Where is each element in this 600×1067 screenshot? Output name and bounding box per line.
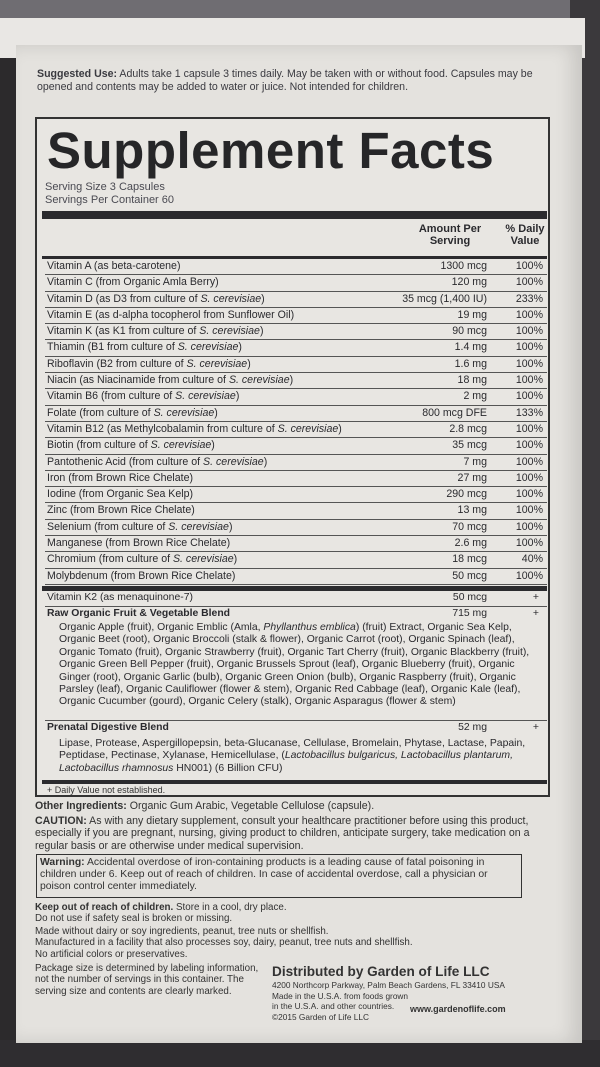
nutrient-dv: 100%: [515, 422, 543, 435]
header-daily-value: % Daily Value: [505, 223, 545, 247]
nutrient-dv: 100%: [515, 471, 543, 484]
nutrient-name: Thiamin (B1 from culture of S. cerevisiae): [47, 341, 242, 354]
distributor-address: 4200 Northcorp Parkway, Palm Beach Gardens, FL 33410 USA: [272, 980, 505, 990]
nutrient-name: Vitamin B6 (from culture of S. cerevisiae): [47, 390, 240, 403]
nutrient-amount: 1.6 mg: [454, 357, 487, 370]
suggested-use: [37, 68, 557, 93]
nutrient-name: Vitamin A (as beta-carotene): [47, 260, 181, 272]
nutrient-dv: 100%: [515, 374, 543, 387]
nutrient-row: [45, 357, 547, 373]
nutrient-name: Chromium (from culture of S. cerevisiae): [47, 553, 238, 566]
other-ingredients-label: Other Ingredients:: [35, 800, 127, 812]
dv-footnote: + Daily Value not established.: [47, 785, 166, 795]
website-link[interactable]: www.gardenoflife.com: [410, 1004, 506, 1014]
nutrient-dv: 100%: [515, 276, 543, 289]
nutrient-name: Vitamin E (as d-alpha tocopherol from Sunflower Oil): [47, 308, 295, 321]
caution-label: CAUTION:: [35, 815, 87, 827]
nutrient-name: Niacin (as Niacinamide from culture of S. cerevisiae): [47, 374, 294, 387]
nutrient-name: Vitamin K2 (as menaquinone-7): [47, 592, 193, 603]
nutrient-name: Vitamin B12 (as Methylcobalamin from culture of S. cerevisiae): [47, 422, 342, 435]
blend-name: Raw Organic Fruit & Vegetable Blend: [47, 608, 231, 619]
nutrient-dv: +: [532, 592, 539, 603]
nutrient-dv: 100%: [515, 357, 543, 370]
nutrient-amount: 18 mg: [457, 374, 487, 387]
nutrient-amount: 7 mg: [463, 455, 487, 468]
blend-amount: 715 mg: [452, 608, 487, 619]
nutrient-dv: 100%: [515, 260, 543, 272]
nutrient-name: Biotin (from culture of S. cerevisiae): [47, 439, 215, 452]
nutrient-row: [45, 308, 547, 324]
nutrient-amount: 1.4 mg: [454, 341, 487, 354]
caution-body: As with any dietary supplement, consult your healthcare practitioner before using this product, especially if you are pregnant, nursing, giving product to children, anticipate surgery, take medication on a regular basis or are otherwise under medical supervision.: [35, 815, 530, 852]
nutrient-row: [45, 389, 547, 405]
nutrient-name: Iodine (from Organic Sea Kelp): [47, 488, 194, 501]
nutrient-dv: 100%: [515, 325, 543, 338]
nutrient-row: [45, 373, 547, 389]
warning-body: Accidental overdose of iron-containing products is a leading cause of fatal poisoning in children under 6. Keep out of reach of children. In case of accidental overdose, call a physician or poison control center immediately.: [40, 857, 488, 893]
nutrient-name: Manganese (from Brown Rice Chelate): [47, 537, 231, 550]
nutrient-dv: 133%: [515, 406, 543, 419]
suggested-use-label: Suggested Use:: [37, 68, 118, 80]
nutrient-amount: 35 mcg (1,400 IU): [402, 292, 487, 305]
nutrient-amount: 90 mcg: [452, 325, 487, 338]
background-bottom: [0, 1040, 600, 1067]
nutrient-row: [45, 552, 547, 568]
nutrient-amount: 35 mcg: [452, 439, 487, 452]
servings-per-container: Servings Per Container 60: [45, 194, 175, 206]
allergen-line: Manufactured in a facility that also processes soy, dairy, peanut, tree nuts and shellfish.: [35, 937, 413, 949]
header-amount: Amount Per Serving: [418, 223, 482, 247]
warning-label: Warning:: [40, 857, 85, 868]
nutrient-row: [45, 340, 547, 356]
blend-dv: +: [532, 608, 539, 619]
nutrient-amount: 2.8 mcg: [449, 422, 487, 435]
distributor-title: Distributed by Garden of Life LLC: [272, 964, 490, 979]
allergen-text: [35, 926, 555, 960]
nutrient-name: Folate (from culture of S. cerevisiae): [47, 406, 218, 419]
blend-dv: +: [532, 722, 539, 733]
nutrient-name: Vitamin D (as D3 from culture of S. cerevisiae): [47, 292, 265, 305]
serving-info: [45, 181, 174, 207]
nutrient-amount: 800 mcg DFE: [422, 406, 487, 419]
nutrient-name: Iron (from Brown Rice Chelate): [47, 471, 194, 484]
digestive-blend-row: [45, 721, 547, 735]
nutrient-row: [45, 536, 547, 552]
nutrient-row: [45, 275, 547, 291]
nutrient-amount: 18 mcg: [452, 553, 487, 566]
other-ingredients: [35, 800, 555, 812]
nutrient-name: Zinc (from Brown Rice Chelate): [47, 504, 195, 517]
other-ingredients-text: Organic Gum Arabic, Vegetable Cellulose (capsule).: [129, 800, 375, 812]
nutrient-dv: 100%: [515, 341, 543, 354]
nutrient-dv: 40%: [521, 553, 543, 566]
nutrient-name: Selenium (from culture of S. cerevisiae): [47, 520, 233, 533]
nutrient-dv: 100%: [515, 455, 543, 468]
storage-label: Keep out of reach of children.: [35, 902, 174, 913]
nutrient-amount: 120 mg: [451, 276, 487, 289]
caution-text: [35, 815, 555, 852]
nutrient-dv: 233%: [515, 292, 543, 305]
storage-text: [35, 902, 555, 925]
nutrient-amount: 50 mcg: [452, 569, 487, 582]
nutrient-row: [45, 471, 547, 487]
raw-blend-ingredients: Organic Apple (fruit), Organic Emblic (Amla, Phyllanthus emblica) (fruit) Extract, Organic Sea Kelp, Organic Beet (root), Organic Broccoli (stalk & flower), Organic Carrot (root), Organic Spinach (leaf), Organic Tomato (fruit), Organic Strawberry (fruit), Organic Tart Cherry (fruit), Organic Blackberry (fruit), Organic Green Bell Pepper (fruit), Organic Brussels Sprout (leaf), Organic Blueberry (fruit), Organic Ginger (root), Organic Garlic (bulb), Organic Green Onion (bulb), Organic Raspberry (fruit), Organic Parsley (leaf), Organic Cauliflower (flower & stem), Organic Red Cabbage (leaf), Organic Kale (leaf), Organic Cucumber (gourd), Organic Celery (stalk), Organic Asparagus (flower & stem): [59, 622, 530, 708]
nutrient-dv: 100%: [515, 439, 543, 452]
raw-blend-row: [45, 607, 547, 621]
nutrient-name: Riboflavin (B2 from culture of S. cerevisiae): [47, 357, 251, 370]
digestive-blend-ingredients: Lipase, Protease, Aspergillopepsin, beta-Glucanase, Cellulase, Bromelain, Phytase, Lactase, Papain, Peptidase, Pectinase, Xylanase, Hemicellulase, (Lactobacillus bulgaricus, Lactobacillus plantarum, Lactobacillus rhamnosus HN001) (6 Billion CFU): [59, 738, 526, 774]
blend-name: Prenatal Digestive Blend: [47, 722, 169, 733]
nutrient-row: [45, 422, 547, 438]
distributor-origin: Made in the U.S.A. from foods grown in the U.S.A. and other countries.: [272, 990, 409, 1011]
nutrient-dv: 100%: [515, 520, 543, 533]
k2-row: [45, 591, 547, 605]
nutrient-dv: 100%: [515, 537, 543, 550]
nutrient-name: Pantothenic Acid (from culture of S. cerevisiae): [47, 455, 268, 468]
nutrient-amount: 13 mg: [457, 504, 487, 517]
storage-body: Store in a cool, dry place.: [176, 902, 287, 913]
nutrient-row: [45, 292, 547, 308]
nutrient-amount: 2 mg: [463, 390, 487, 403]
nutrient-rows: [45, 259, 547, 585]
nutrient-amount: 19 mg: [457, 308, 487, 321]
allergen-line: No artificial colors or preservatives.: [35, 948, 188, 960]
nutrient-row: [45, 569, 547, 585]
distributor-copyright: ©2015 Garden of Life LLC: [272, 1011, 369, 1022]
nutrient-amount: 2.6 mg: [454, 537, 487, 550]
nutrient-row: [45, 438, 547, 454]
divider-thick: [42, 780, 547, 784]
nutrient-amount: 50 mcg: [452, 592, 487, 603]
nutrient-name: Vitamin K (as K1 from culture of S. cerevisiae): [47, 325, 264, 338]
nutrient-dv: 100%: [515, 569, 543, 582]
nutrient-name: Molybdenum (from Brown Rice Chelate): [47, 569, 236, 582]
nutrient-dv: 100%: [515, 488, 543, 501]
nutrient-row: [45, 455, 547, 471]
nutrient-row: [45, 259, 547, 275]
nutrient-dv: 100%: [515, 504, 543, 517]
nutrient-amount: 27 mg: [457, 471, 487, 484]
nutrient-name: Vitamin C (from Organic Amla Berry): [47, 276, 219, 289]
nutrient-dv: 100%: [515, 390, 543, 403]
divider-thick: [42, 211, 547, 219]
blend-amount: 52 mg: [458, 722, 487, 733]
nutrient-row: [45, 406, 547, 422]
package-note: Package size is determined by labeling information, not the number of servings in this container. The serving size and contents are clearly marked.: [35, 963, 259, 997]
nutrient-row: [45, 503, 547, 519]
allergen-line: Made without dairy or soy ingredients, peanut, tree nuts or shellfish.: [35, 926, 329, 937]
nutrient-row: [45, 520, 547, 536]
supplement-facts-panel: [35, 117, 550, 797]
nutrient-amount: 290 mcg: [446, 488, 487, 501]
storage-line2: Do not use if safety seal is broken or missing.: [35, 913, 233, 925]
serving-size: Serving Size 3 Capsules: [45, 181, 165, 193]
nutrient-amount: 70 mcg: [452, 520, 487, 533]
suggested-use-text: Adults take 1 capsule 3 times daily. May be taken with or without food. Capsules may be opened and contents may be added to water or juice. Not intended for children.: [37, 68, 533, 93]
nutrient-amount: 1300 mcg: [440, 260, 487, 272]
facts-title: Supplement Facts: [47, 122, 495, 179]
nutrient-row: [45, 324, 547, 340]
warning-box: [36, 854, 522, 898]
nutrient-row: [45, 487, 547, 503]
nutrient-dv: 100%: [515, 308, 543, 321]
